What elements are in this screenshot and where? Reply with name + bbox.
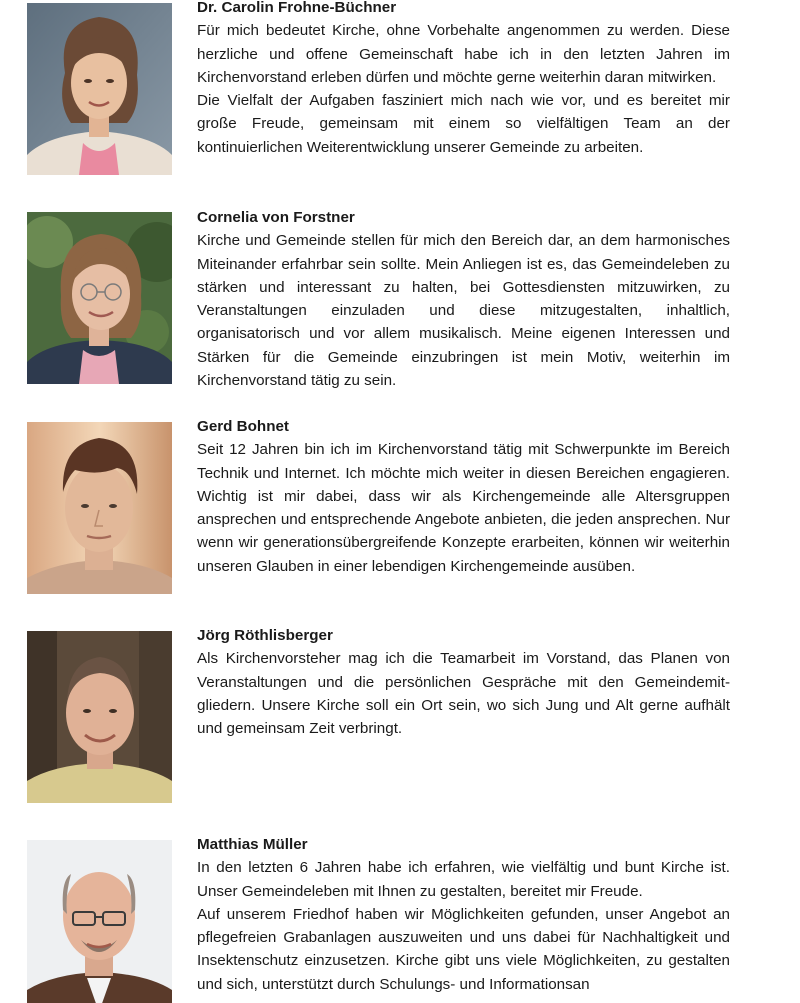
portrait-bohnet-image [27, 422, 172, 594]
portrait-photo [27, 212, 172, 384]
candidate-name: Jörg Röthlisberger [197, 627, 333, 644]
candidate-paragraph: Die Vielfalt der Aufgaben fasziniert mich nach wie vor, und es bereitet mir große Freude, gemeinsam mit einem so vielfältigen Team an der kontinuierlichen Weiterentwicklung unserer Gemeinde zu arbeiten. [197, 92, 730, 156]
portrait-mueller-image [27, 840, 172, 1003]
candidate-paragraph: Seit 12 Jahren bin ich im Kirchenvorstand tätig mit Schwerpunkte im Bereich Technik und Internet. Ich möchte mich weiter in diesen Bereichen engagieren. Wichtig ist mir dabei, dass wir als Kirchengemeinde alle Altersgruppen ansprechen und entsprechende Angebote anbieten, die jeden ansprechen. Nur wenn wir generationsübergreifende Konzepte erarbeiten, können wir weiterhin unseren Glauben in einer lebendigen Kirchengemeinde ausüben. [197, 441, 730, 575]
candidate-paragraph: Kirche und Gemeinde stellen für mich den Bereich dar, an dem harmonisches Miteinander erfahrbar sein sollte. Mein Anliegen ist es, das Gemeindeleben zu stärken und interessant zu halten, bei Gottesdiensten mitzuwirken, zu Veranstaltungen einzuladen und diese mitzugestalten, inhaltlich, organisatorisch und vor allem musikalisch. Meine eigenen Interessen und Stärken für die Gemeinde einzubringen ist mein Motiv, weiterhin im Kirchenvorstand tätig zu sein. [197, 232, 730, 390]
candidate-paragraph: In den letzten 6 Jahren habe ich erfahren, wie vielfältig und bunt Kirche ist. Unser Gemeindeleben mit Ihnen zu gestalten, bereitet mir Freude. [197, 859, 730, 900]
candidate-paragraph: Als Kirchenvorsteher mag ich die Teamarbeit im Vorstand, das Planen von Veranstaltungen und die persönlichen Gespräche mit den Gemeindemitgliedern. Unsere Kirche soll ein Ort sein, wo sich Jung und Alt gerne aufhält und gemeinsam Zeit verbringt. [197, 650, 730, 738]
portrait-photo [27, 840, 172, 1003]
portrait-photo [27, 422, 172, 594]
candidate-paragraph: Auf unserem Friedhof haben wir Möglichkeiten gefunden, unser Angebot an pflegefreien Grabanlagen auszuweiten und uns dabei für Nachhaltigkeit und Insektenschutz einzusetzen. Kirche gibt uns viele Möglichkeiten, zu gestalten und sich, unterstützt durch Schulungs- und Informationsan [197, 905, 730, 993]
candidate-paragraph: Für mich bedeutet Kirche, ohne Vorbehalte angenommen zu werden. Diese herzliche und offene Gemeinschaft habe ich in den letzten Jahren im Kirchenvorstand erleben dürfen und möchte gerne weiterhin daran mitwirken. [197, 22, 730, 86]
portrait-frohne-buechner-image [27, 3, 172, 175]
candidate-text [197, 415, 730, 578]
candidate-text [197, 206, 730, 392]
candidate-name: Dr. Carolin Frohne-Büchner [197, 0, 397, 16]
candidate-text [197, 0, 730, 159]
portrait-photo [27, 3, 172, 175]
portrait-von-forstner-image [27, 212, 172, 384]
portrait-roethlisberger-image [27, 631, 172, 803]
candidate-name: Gerd Bohnet [197, 418, 289, 435]
candidate-text [197, 624, 730, 740]
candidate-name: Cornelia von Forstner [197, 209, 355, 226]
portrait-photo [27, 631, 172, 803]
candidate-name: Matthias Müller [197, 836, 308, 853]
candidate-text [197, 833, 730, 996]
